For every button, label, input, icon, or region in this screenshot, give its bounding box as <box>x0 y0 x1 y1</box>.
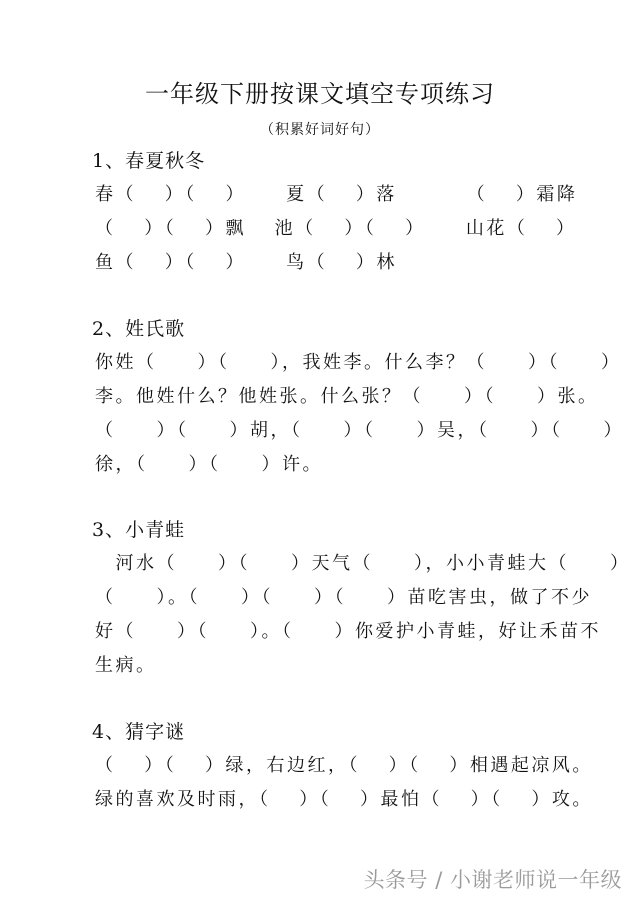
section-3-line-2: （ ）。（ ）（ ）（ ）苗吃害虫，做了不少 <box>95 587 592 608</box>
worksheet-title: 一年级下册按课文填空专项练习 <box>145 80 495 108</box>
section-1-heading: 1、春夏秋冬 <box>92 150 206 172</box>
watermark-text: 头条号 / 小谢老师说一年级 <box>363 868 622 892</box>
section-2-line-2: 李。他姓什么？他姓张。什么张？（ ）（ ）张。 <box>95 386 599 407</box>
section-2-line-3: （ ）（ ）胡，（ ）（ ）吴，（ ）（ ） <box>95 420 624 441</box>
section-1-line-2: （ ）（ ）飘 池（ ）（ ） 山花（ ） <box>95 218 577 239</box>
section-3-line-4: 生病。 <box>95 655 157 676</box>
section-3-line-3: 好（ ）（ ）。（ ）你爱护小青蛙，好让禾苗不 <box>95 621 601 642</box>
section-2-heading: 2、姓氏歌 <box>92 318 186 340</box>
section-3-heading: 3、小青蛙 <box>92 519 186 541</box>
section-3-line-1: 河水（ ）（ ）天气（ ），小小青蛙大（ ） <box>95 553 631 574</box>
section-1-line-1: 春（ ）（ ） 夏（ ）落 （ ）霜降 <box>95 184 578 205</box>
section-4-line-2: 绿的喜欢及时雨，（ ）（ ）最怕（ ）（ ）攻。 <box>95 789 593 810</box>
section-4-line-1: （ ）（ ）绿，右边红，（ ）（ ）相遇起凉风。 <box>95 755 593 776</box>
section-1-line-3: 鱼（ ）（ ） 鸟（ ）林 <box>95 252 397 273</box>
worksheet-subtitle: （积累好词好句） <box>260 122 380 138</box>
section-4-heading: 4、猜字谜 <box>92 721 186 743</box>
section-2-line-4: 徐，（ ）（ ）许。 <box>95 454 323 475</box>
section-2-line-1: 你姓（ ）（ ），我姓李。什么李？（ ）（ ） <box>95 352 622 373</box>
